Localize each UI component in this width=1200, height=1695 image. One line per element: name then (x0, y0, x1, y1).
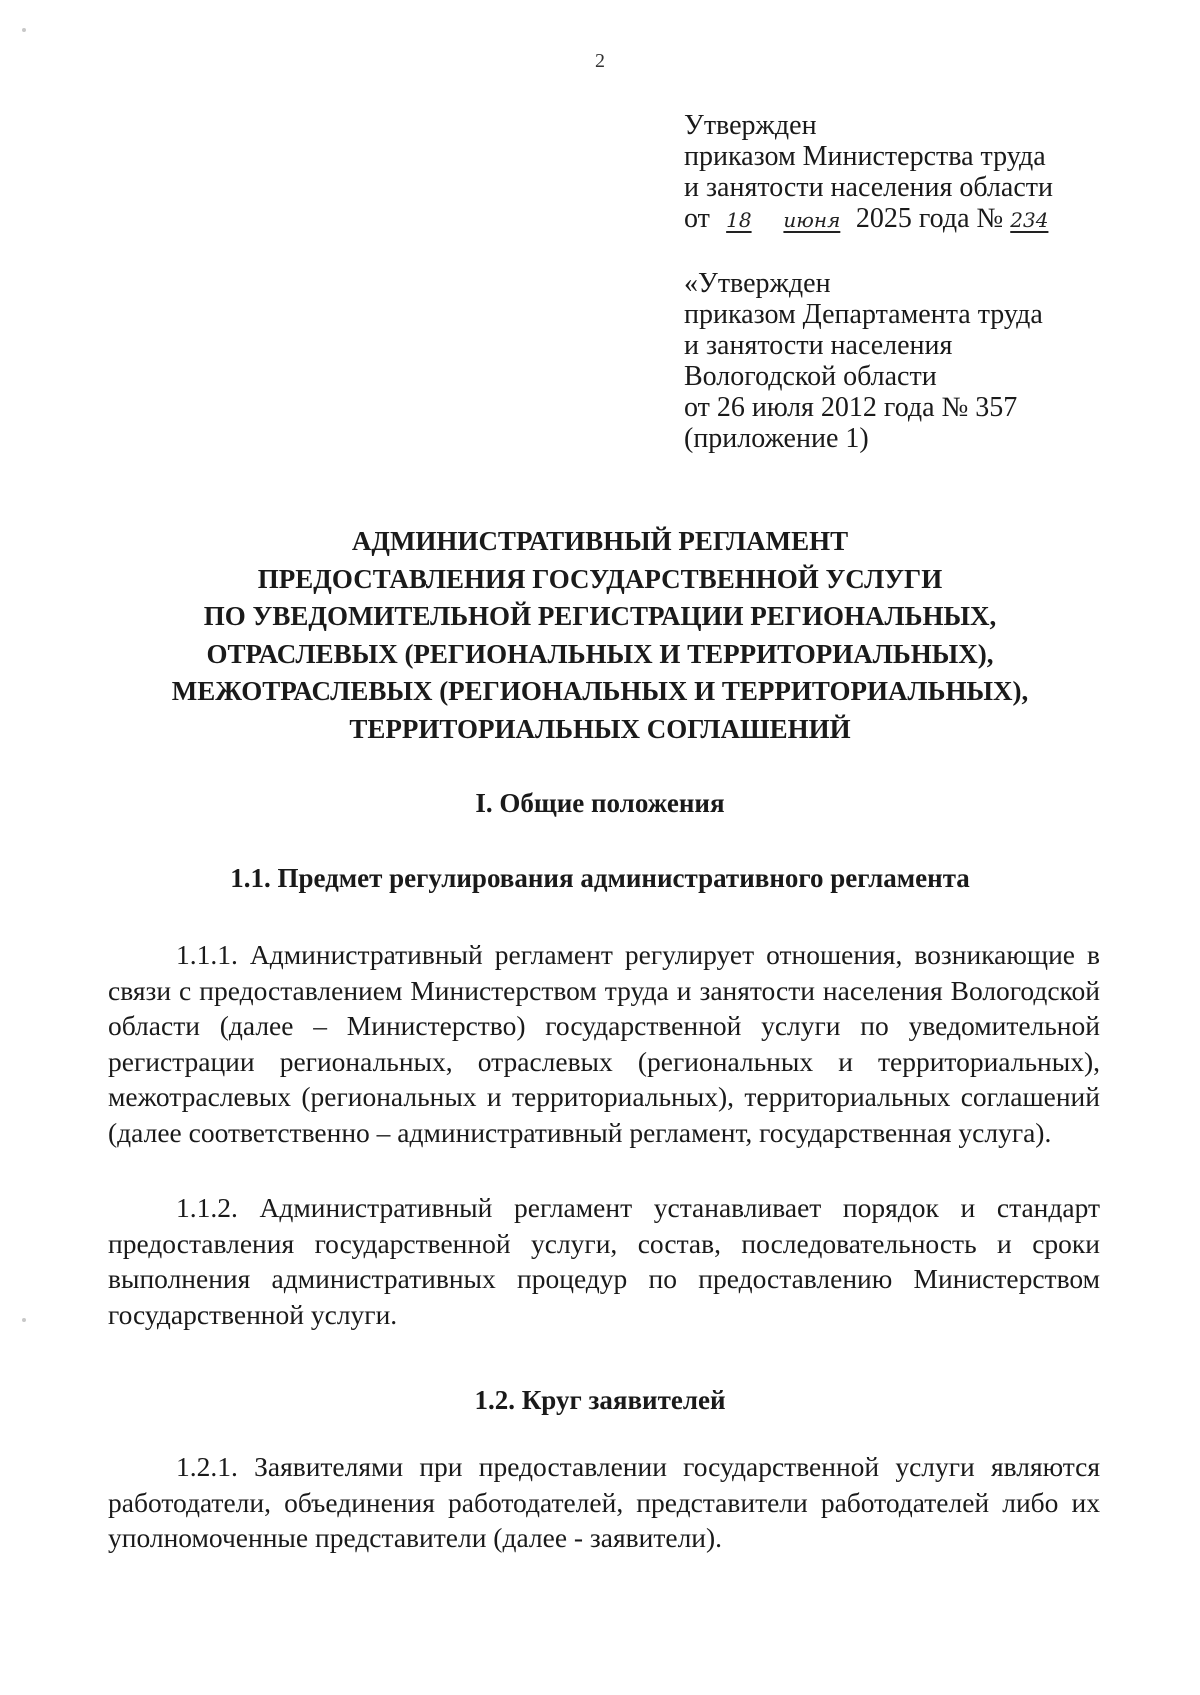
subsection-heading-subject: 1.1. Предмет регулирования административного регламента (230, 863, 970, 893)
approval-date-line (684, 203, 1060, 236)
title-line: ТЕРРИТОРИАЛЬНЫХ СОГЛАШЕНИЙ (349, 713, 851, 744)
approval-line: и занятости населения области (684, 172, 1054, 203)
approval-line: (приложение 1) (684, 423, 869, 454)
scan-speck (22, 1318, 26, 1322)
approval-line: приказом Департамента труда (684, 299, 1043, 330)
approval-line: и занятости населения (684, 330, 953, 361)
paragraph-1-1-2: 1.1.2. Административный регламент устанавливает порядок и стандарт предоставления государственной услуги, состав, последовательность и сроки выполнения административных процедур по предоставлению Министерством государственной услуги. (108, 1192, 1100, 1330)
title-line: ПРЕДОСТАВЛЕНИЯ ГОСУДАРСТВЕННОЙ УСЛУГИ (257, 563, 943, 594)
handwritten-order-number: 234 (1010, 208, 1049, 232)
title-line: ОТРАСЛЕВЫХ (РЕГИОНАЛЬНЫХ И ТЕРРИТОРИАЛЬНЫХ), (206, 638, 994, 669)
section-heading-general: I. Общие положения (475, 788, 725, 818)
paragraph-1-1-1: 1.1.1. Административный регламент регулирует отношения, возникающие в связи с предоставлением Министерством труда и занятости населения Вологодской области (далее – Министерство) государственной услуги по уведомительной регистрации региональных, отраслевых (региональных и территориальных), межотраслевых (региональных и территориальных), территориальных соглашений (далее соответственно – административный регламент, государственная услуга). (108, 939, 1100, 1148)
date-prefix: от (684, 203, 710, 234)
title-line: АДМИНИСТРАТИВНЫЙ РЕГЛАМЕНТ (351, 526, 849, 556)
approval-line: от 26 июля 2012 года № 357 (684, 392, 1018, 423)
document-title (60, 523, 1140, 748)
title-line: ПО УВЕДОМИТЕЛЬНОЙ РЕГИСТРАЦИИ РЕГИОНАЛЬНЫХ, (203, 601, 997, 631)
approval-stamp-current (684, 110, 1060, 236)
handwritten-day: 18 (726, 208, 752, 232)
approval-stamp-original (684, 268, 1043, 454)
approval-line: приказом Министерства труда (684, 141, 1046, 172)
approval-line: Вологодской области (684, 361, 937, 392)
approval-line: Утвержден (684, 110, 817, 141)
page-number: 2 (595, 50, 605, 72)
date-year: 2025 года № (855, 203, 1004, 234)
scan-speck (22, 28, 26, 32)
paragraph-1-2-1: 1.2.1. Заявителями при предоставлении государственной услуги являются работодатели, объединения работодателей, представители работодателей либо их уполномоченные представители (далее - заявители). (108, 1451, 1100, 1553)
handwritten-month: июня (783, 208, 841, 232)
subsection-heading-applicants: 1.2. Круг заявителей (474, 1385, 726, 1415)
title-line: МЕЖОТРАСЛЕВЫХ (РЕГИОНАЛЬНЫХ И ТЕРРИТОРИАЛЬНЫХ), (171, 676, 1029, 706)
approval-line: «Утвержден (684, 268, 831, 299)
